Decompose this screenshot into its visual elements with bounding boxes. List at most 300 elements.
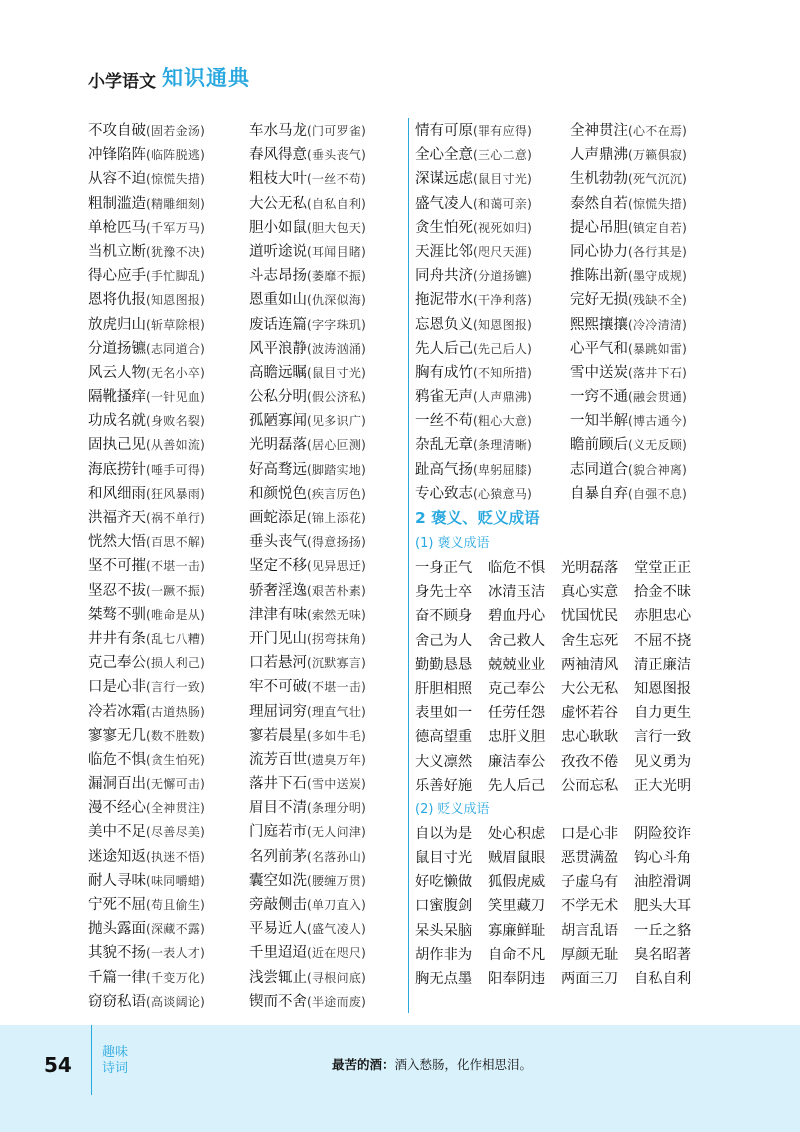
idiom-word: 高瞻远瞩 <box>249 364 307 381</box>
idiom-pair <box>249 674 407 698</box>
idiom-pair <box>570 142 718 166</box>
idiom-pair <box>249 505 407 529</box>
idiom-item: 舍己救人 <box>488 632 546 649</box>
idiom-word: 春风得意 <box>249 147 307 164</box>
idiom-antonym: (固若金汤) <box>146 124 206 138</box>
idiom-pair <box>415 336 573 360</box>
idiom-item: 碧血丹心 <box>488 608 546 625</box>
idiom-antonym: (鼠目寸光) <box>473 172 533 187</box>
idiom-word: 骄奢淫逸 <box>249 582 307 599</box>
idiom-antonym: (惊慌失措) <box>146 172 206 187</box>
idiom-antonym: (见多识广) <box>307 414 367 429</box>
idiom-antonym: (得意扬扬) <box>307 535 367 550</box>
idiom-antonym: (无懈可击) <box>146 777 206 792</box>
idiom-word: 眉目不清 <box>249 800 307 817</box>
idiom-word: 公私分明 <box>249 389 307 406</box>
idiom-word: 和颜悦色 <box>249 485 307 502</box>
idiom-pair <box>88 239 246 263</box>
idiom-word: 旁敲侧击 <box>249 897 307 913</box>
idiom-item: 笑里藏刀 <box>488 898 546 915</box>
idiom-word: 志同道合 <box>570 461 628 478</box>
idiom-antonym: (乱七八糟) <box>146 631 206 646</box>
idiom-antonym: (门可罗雀) <box>307 124 367 138</box>
book-title: 知识通典 <box>162 66 250 90</box>
idiom-antonym: (惊慌失措) <box>628 196 688 211</box>
idiom-item: 胡言乱语 <box>561 922 619 939</box>
idiom-antonym: (自强不息) <box>628 486 688 501</box>
idiom-antonym: (咫尺天涯) <box>473 244 533 259</box>
idiom-antonym: (干净利落) <box>473 293 533 308</box>
idiom-word: 深谋远虑 <box>415 171 473 188</box>
idiom-word: 抛头露面 <box>88 921 146 938</box>
idiom-item: 自以为是 <box>415 825 473 842</box>
idiom-antonym: (心猿意马) <box>473 486 533 501</box>
idiom-item: 表里如一 <box>415 705 473 722</box>
idiom-word: 漫不经心 <box>88 800 146 817</box>
idiom-antonym: (高谈阔论) <box>146 994 206 1009</box>
idiom-antonym: (近在咫尺) <box>307 946 367 961</box>
idiom-pair <box>415 118 573 142</box>
idiom-antonym: (疾言厉色) <box>307 486 367 501</box>
idiom-pair <box>88 819 246 843</box>
idiom-antonym: (理直气壮) <box>307 704 367 719</box>
idiom-pair <box>88 529 246 553</box>
idiom-antonym: (损人利己) <box>146 656 206 671</box>
idiom-item: 不屈不挠 <box>634 632 692 649</box>
idiom-antonym: (条理清晰) <box>473 438 533 453</box>
idiom-antonym: (条理分明) <box>307 801 367 816</box>
idiom-word: 从容不迫 <box>88 171 146 188</box>
idiom-pair <box>88 650 246 674</box>
idiom-word: 放虎归山 <box>88 316 146 333</box>
antonym-column-2 <box>249 118 407 1013</box>
idiom-item: 见义勇为 <box>634 753 692 770</box>
idiom-pair <box>88 408 246 432</box>
idiom-word: 锲而不舍 <box>249 993 307 1010</box>
idiom-word: 坚不可摧 <box>88 558 146 575</box>
idiom-pair <box>88 287 246 311</box>
idiom-antonym: (不知所措) <box>473 365 533 380</box>
idiom-item: 身先士卒 <box>415 584 473 601</box>
idiom-word: 恩将仇报 <box>88 292 146 309</box>
idiom-antonym: (先己后人) <box>473 341 533 356</box>
footer-quote-text: 酒入愁肠，化作相思泪。 <box>394 1057 533 1072</box>
idiom-item: 厚颜无耻 <box>561 946 619 963</box>
idiom-item: 真心实意 <box>561 584 619 601</box>
idiom-word: 雪中送炭 <box>570 364 628 381</box>
idiom-pair <box>415 239 573 263</box>
idiom-word: 门庭若市 <box>249 824 307 841</box>
idiom-antonym: (千军万马) <box>146 220 206 235</box>
idiom-item: 冰清玉洁 <box>488 584 546 601</box>
idiom-word: 推陈出新 <box>570 268 628 285</box>
idiom-item: 油腔滑调 <box>634 874 692 891</box>
idiom-word: 人声鼎沸 <box>570 147 628 164</box>
idiom-item: 阳奉阴违 <box>488 971 546 987</box>
idiom-antonym: (无人问津) <box>307 825 367 840</box>
antonym-column-3 <box>415 118 573 505</box>
idiom-pair <box>88 384 246 408</box>
idiom-pair <box>570 360 718 384</box>
idiom-word: 同心协力 <box>570 243 628 260</box>
idiom-pair <box>415 432 573 456</box>
idiom-word: 贪生怕死 <box>415 219 473 236</box>
idiom-pair <box>88 191 246 215</box>
idiom-antonym: (不堪一击) <box>307 680 367 695</box>
idiom-antonym: (执迷不悟) <box>146 849 206 864</box>
idiom-item: 呆头呆脑 <box>415 922 473 939</box>
idiom-antonym: (单刀直入) <box>307 898 367 912</box>
idiom-antonym: (鼠目寸光) <box>307 365 367 380</box>
idiom-pair <box>88 336 246 360</box>
idiom-antonym: (一蹶不振) <box>146 583 206 598</box>
idiom-word: 大公无私 <box>249 195 307 212</box>
idiom-item: 忧国忧民 <box>561 608 619 625</box>
idiom-antonym: (寻根问底) <box>307 970 367 985</box>
idiom-word: 光明磊落 <box>249 437 307 454</box>
idiom-pair <box>88 215 246 239</box>
idiom-item: 清正廉洁 <box>634 656 692 673</box>
idiom-pair <box>415 263 573 287</box>
idiom-pair <box>88 965 246 989</box>
idiom-item: 任劳任怨 <box>488 705 546 722</box>
idiom-word: 车水马龙 <box>249 123 307 139</box>
idiom-antonym: (罪有应得) <box>473 124 533 138</box>
idiom-pair <box>88 118 246 142</box>
idiom-pair <box>88 553 246 577</box>
idiom-pair <box>249 408 407 432</box>
idiom-pair <box>88 166 246 190</box>
idiom-pair <box>570 263 718 287</box>
idiom-item: 勤勤恳恳 <box>415 656 473 673</box>
idiom-antonym: (胆大包天) <box>307 220 367 235</box>
idiom-pair <box>249 118 407 142</box>
idiom-word: 口若悬河 <box>249 655 307 672</box>
idiom-antonym: (精雕细刻) <box>146 196 206 211</box>
negative-idioms-title: (2) 贬义成语 <box>415 801 490 817</box>
idiom-pair <box>88 723 246 747</box>
idiom-pair <box>249 312 407 336</box>
idiom-pair <box>88 795 246 819</box>
idiom-word: 口是心非 <box>88 679 146 696</box>
idiom-word: 理屈词穷 <box>249 703 307 720</box>
idiom-pair <box>249 723 407 747</box>
idiom-antonym: (冷冷清清) <box>628 317 688 332</box>
idiom-antonym: (数不胜数) <box>146 728 206 743</box>
footer-quote <box>332 1055 532 1073</box>
idiom-antonym: (志同道合) <box>146 341 206 356</box>
idiom-word: 漏洞百出 <box>88 776 146 793</box>
idiom-antonym: (貌合神离) <box>628 462 688 477</box>
idiom-word: 同舟共济 <box>415 268 473 285</box>
idiom-antonym: (博古通今) <box>628 414 688 429</box>
idiom-antonym: (临阵脱逃) <box>146 148 206 163</box>
idiom-word: 耐人寻味 <box>88 872 146 889</box>
idiom-pair <box>249 166 407 190</box>
idiom-pair <box>88 868 246 892</box>
idiom-columns <box>88 118 718 1013</box>
negative-idioms-grid <box>415 822 718 991</box>
idiom-antonym: (卑躬屈膝) <box>473 462 533 477</box>
idiom-pair <box>249 650 407 674</box>
idiom-antonym: (死气沉沉) <box>628 172 688 187</box>
idiom-item: 舍己为人 <box>415 632 473 649</box>
idiom-antonym: (唾手可得) <box>146 462 206 477</box>
idiom-antonym: (萎靡不振) <box>307 269 367 284</box>
positive-idioms-title: (1) 褒义成语 <box>415 536 490 551</box>
idiom-item: 虚怀若谷 <box>561 705 619 722</box>
idiom-pair <box>88 626 246 650</box>
idiom-word: 隔靴搔痒 <box>88 389 146 406</box>
idiom-item: 临危不惧 <box>488 560 546 576</box>
idiom-antonym: (仇深似海) <box>307 293 367 308</box>
idiom-item: 堂堂正正 <box>634 560 692 576</box>
right-half-b <box>570 118 718 505</box>
idiom-item: 乐善好施 <box>415 777 473 794</box>
idiom-pair <box>249 989 407 1013</box>
book-name: 小学语文 <box>88 72 156 92</box>
idiom-antonym: (不堪一击) <box>146 559 206 574</box>
idiom-word: 完好无损 <box>570 292 628 309</box>
idiom-item: 知恩图报 <box>634 680 692 697</box>
idiom-antonym: (祸不单行) <box>146 511 206 525</box>
idiom-pair <box>88 747 246 771</box>
idiom-word: 海底捞针 <box>88 461 146 478</box>
idiom-word: 画蛇添足 <box>249 510 307 526</box>
footer-divider <box>91 1025 92 1095</box>
idiom-item: 舍生忘死 <box>561 632 619 649</box>
antonym-column-4 <box>570 118 718 505</box>
idiom-word: 其貌不扬 <box>88 945 146 962</box>
idiom-pair <box>570 166 718 190</box>
idiom-pair <box>249 142 407 166</box>
idiom-item: 德高望重 <box>415 729 473 746</box>
idiom-pair <box>88 699 246 723</box>
idiom-antonym: (多如牛毛) <box>307 728 367 743</box>
idiom-antonym: (唯命是从) <box>146 607 206 622</box>
idiom-word: 胆小如鼠 <box>249 219 307 236</box>
idiom-pair <box>249 747 407 771</box>
idiom-item: 处心积虑 <box>488 825 546 842</box>
idiom-pair <box>415 215 573 239</box>
idiom-antonym: (一丝不苟) <box>307 172 367 187</box>
idiom-item: 钩心斗角 <box>634 850 692 867</box>
idiom-item: 口蜜腹剑 <box>415 898 473 915</box>
idiom-item: 鼠目寸光 <box>415 850 473 867</box>
idiom-word: 不攻自破 <box>88 123 146 139</box>
idiom-item: 肝胆相照 <box>415 680 473 697</box>
idiom-item: 狐假虎威 <box>488 874 546 891</box>
idiom-item: 臭名昭著 <box>634 946 692 963</box>
idiom-antonym: (见异思迁) <box>307 559 367 574</box>
idiom-pair <box>249 239 407 263</box>
idiom-antonym: (半途而废) <box>307 994 367 1009</box>
idiom-word: 好高骛远 <box>249 461 307 478</box>
idiom-antonym: (假公济私) <box>307 390 367 405</box>
idiom-word: 趾高气扬 <box>415 461 473 478</box>
idiom-word: 克己奉公 <box>88 655 146 672</box>
idiom-word: 一知半解 <box>570 413 628 430</box>
idiom-pair <box>415 287 573 311</box>
idiom-antonym: (深藏不露) <box>146 922 206 937</box>
idiom-pair <box>570 191 718 215</box>
idiom-word: 津津有味 <box>249 606 307 623</box>
idiom-pair <box>249 553 407 577</box>
footer-quote-label: 最苦的酒： <box>332 1057 395 1072</box>
column-divider <box>408 118 409 1013</box>
idiom-word: 忘恩负义 <box>415 316 473 333</box>
idiom-word: 开门见山 <box>249 630 307 647</box>
idiom-pair <box>415 384 573 408</box>
idiom-word: 美中不足 <box>88 824 146 841</box>
idiom-word: 自暴自弃 <box>570 485 628 502</box>
idiom-pair <box>249 578 407 602</box>
idiom-pair <box>249 263 407 287</box>
footer-category-line1: 趣味 <box>102 1045 129 1060</box>
idiom-item: 拾金不昧 <box>634 584 692 601</box>
idiom-antonym: (犹豫不决) <box>146 244 206 259</box>
idiom-item: 一丘之貉 <box>634 922 692 939</box>
idiom-word: 风云人物 <box>88 364 146 381</box>
idiom-antonym: (各行其是) <box>628 244 688 259</box>
idiom-pair <box>570 432 718 456</box>
idiom-antonym: (遗臭万年) <box>307 752 367 767</box>
idiom-antonym: (斩草除根) <box>146 317 206 332</box>
idiom-pair <box>415 191 573 215</box>
idiom-item: 一身正气 <box>415 560 473 576</box>
idiom-antonym: (万籁俱寂) <box>628 148 688 163</box>
idiom-word: 全心全意 <box>415 147 473 164</box>
idiom-pair <box>415 457 573 481</box>
idiom-pair <box>88 142 246 166</box>
idiom-antonym: (居心叵测) <box>307 438 367 453</box>
idiom-antonym: (耳闻目睹) <box>307 244 367 259</box>
idiom-pair <box>249 457 407 481</box>
idiom-pair <box>570 481 718 505</box>
idiom-antonym: (名落孙山) <box>307 849 367 864</box>
idiom-pair <box>88 940 246 964</box>
idiom-pair <box>88 602 246 626</box>
idiom-pair <box>570 215 718 239</box>
idiom-word: 分道扬镳 <box>88 340 146 357</box>
idiom-antonym: (艰苦朴素) <box>307 583 367 598</box>
idiom-antonym: (拐弯抹角) <box>307 631 367 646</box>
idiom-pair <box>249 699 407 723</box>
idiom-antonym: (分道扬镳) <box>473 269 533 284</box>
idiom-word: 牢不可破 <box>249 679 307 696</box>
idiom-word: 平易近人 <box>249 921 307 938</box>
idiom-word: 宁死不屈 <box>88 897 146 913</box>
antonym-column-1 <box>88 118 246 1013</box>
idiom-pair <box>570 457 718 481</box>
idiom-antonym: (视死如归) <box>473 220 533 235</box>
idiom-pair <box>249 916 407 940</box>
idiom-item: 正大光明 <box>634 777 692 794</box>
idiom-word: 废话连篇 <box>249 316 307 333</box>
idiom-word: 洪福齐天 <box>88 510 146 526</box>
idiom-word: 斗志昂扬 <box>249 268 307 285</box>
idiom-word: 胸有成竹 <box>415 364 473 381</box>
idiom-pair <box>249 360 407 384</box>
idiom-word: 盛气凌人 <box>415 195 473 212</box>
idiom-word: 天涯比邻 <box>415 243 473 260</box>
idiom-pair <box>249 432 407 456</box>
idiom-pair <box>570 312 718 336</box>
idiom-antonym: (字字珠玑) <box>307 317 367 332</box>
idiom-pair <box>88 432 246 456</box>
idiom-pair <box>249 215 407 239</box>
idiom-word: 情有可原 <box>415 123 473 139</box>
idiom-pair <box>88 674 246 698</box>
idiom-word: 垂头丧气 <box>249 534 307 551</box>
idiom-word: 瞻前顾后 <box>570 437 628 454</box>
idiom-word: 粗枝大叶 <box>249 171 307 188</box>
footer-category-line2: 诗词 <box>102 1061 129 1076</box>
idiom-pair <box>570 287 718 311</box>
idiom-word: 心平气和 <box>570 340 628 357</box>
idiom-item: 两袖清风 <box>561 656 619 673</box>
idiom-word: 专心致志 <box>415 485 473 502</box>
idiom-item: 胡作非为 <box>415 946 473 963</box>
idiom-pair <box>249 892 407 916</box>
idiom-pair <box>88 771 246 795</box>
idiom-word: 井井有条 <box>88 630 146 647</box>
section-2 <box>415 505 718 991</box>
idiom-pair <box>415 312 573 336</box>
idiom-item: 自命不凡 <box>488 946 546 963</box>
idiom-antonym: (古道热肠) <box>146 704 206 719</box>
idiom-pair <box>249 819 407 843</box>
idiom-antonym: (千变万化) <box>146 970 206 985</box>
idiom-item: 大公无私 <box>561 680 619 697</box>
idiom-antonym: (味同嚼蜡) <box>146 873 206 888</box>
idiom-pair <box>249 940 407 964</box>
idiom-word: 得心应手 <box>88 268 146 285</box>
idiom-word: 粗制滥造 <box>88 195 146 212</box>
idiom-pair <box>249 191 407 215</box>
idiom-item: 两面三刀 <box>561 971 619 987</box>
idiom-item: 廉洁奉公 <box>488 753 546 770</box>
idiom-antonym: (腰缠万贯) <box>307 873 367 888</box>
idiom-antonym: (知恩图报) <box>146 293 206 308</box>
idiom-word: 一窍不通 <box>570 389 628 406</box>
idiom-word: 冷若冰霜 <box>88 703 146 720</box>
idiom-word: 迷途知返 <box>88 848 146 865</box>
idiom-pair <box>249 481 407 505</box>
idiom-pair <box>249 626 407 650</box>
idiom-antonym: (心不在焉) <box>628 124 688 138</box>
idiom-pair <box>249 287 407 311</box>
idiom-pair <box>88 481 246 505</box>
idiom-item: 好吃懒做 <box>415 874 473 891</box>
section-2-title: 2 褒义、贬义成语 <box>415 509 540 527</box>
idiom-word: 提心吊胆 <box>570 219 628 236</box>
idiom-antonym: (知恩图报) <box>473 317 533 332</box>
idiom-word: 全神贯注 <box>570 123 628 139</box>
idiom-word: 拖泥带水 <box>415 292 473 309</box>
idiom-word: 坚定不移 <box>249 558 307 575</box>
idiom-word: 名列前茅 <box>249 848 307 865</box>
idiom-antonym: (镇定自若) <box>628 220 688 235</box>
idiom-item: 忠心耿耿 <box>561 729 619 746</box>
idiom-item: 胸无点墨 <box>415 971 473 987</box>
idiom-pair <box>249 795 407 819</box>
idiom-antonym: (自私自利) <box>307 196 367 211</box>
idiom-word: 冲锋陷阵 <box>88 147 146 164</box>
footer-category <box>102 1045 142 1077</box>
idiom-word: 鸦雀无声 <box>415 389 473 406</box>
idiom-word: 桀骜不驯 <box>88 606 146 623</box>
